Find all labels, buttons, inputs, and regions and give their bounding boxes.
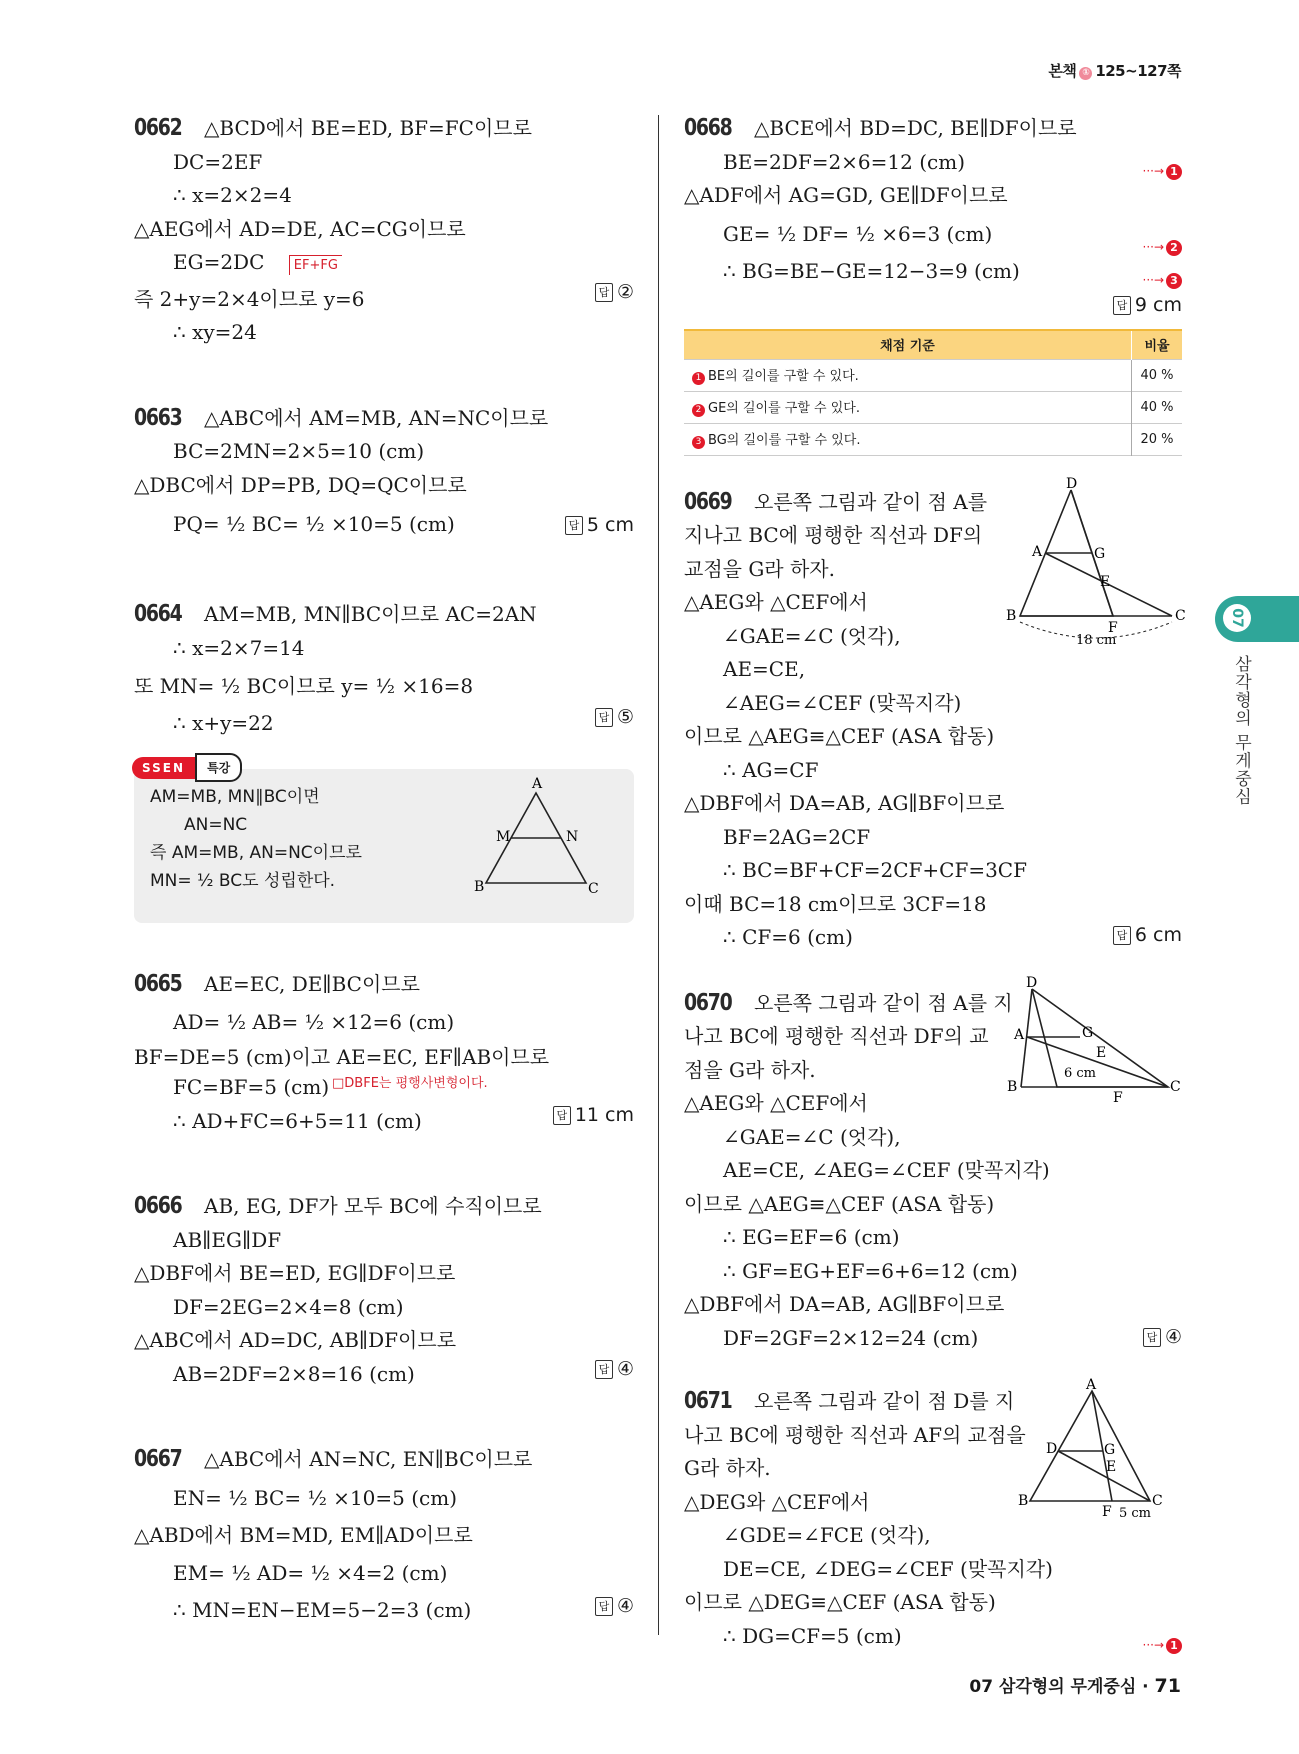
criteria-header: 채점 기준 <box>684 330 1132 360</box>
answer-value: 6 cm <box>1134 923 1182 946</box>
answer <box>1113 924 1182 946</box>
solution-line: ∴ AG=CF <box>723 757 819 782</box>
book-dot: ① <box>1079 67 1092 80</box>
label-e: E <box>1096 1044 1107 1061</box>
problem-number: 0669 <box>684 488 732 515</box>
label-length: 18 cm <box>1076 632 1117 648</box>
step-number: 2 <box>1166 240 1182 256</box>
solution-line: 나고 BC에 평행한 직선과 DF의 교 <box>684 1024 989 1048</box>
right-column <box>684 112 1186 1705</box>
criteria-ratio: 40 % <box>1132 391 1183 423</box>
solution-line: 즉 2+y=2×4이므로 y=6 <box>134 286 365 311</box>
label-d: D <box>1046 1441 1058 1457</box>
solution-line: AM=MB, MN∥BC이므로 AC=2AN <box>204 602 537 626</box>
label-a: A <box>1086 1377 1097 1393</box>
step-marker: ···→ 1 <box>1143 1629 1183 1663</box>
problem-number: 0662 <box>134 115 182 141</box>
problem-number: 0667 <box>134 1446 182 1472</box>
problem-number: 0663 <box>134 404 182 431</box>
problem-0664 <box>134 598 634 923</box>
solution-line: △DEG와 △CEF에서 <box>684 1489 870 1514</box>
answer-icon: 답 <box>595 1360 613 1379</box>
label-g: G <box>1104 1442 1116 1458</box>
answer-value: 9 cm <box>1134 294 1182 316</box>
answer <box>684 288 1182 323</box>
label-length: 5 cm <box>1119 1506 1152 1521</box>
criteria-ratio: 20 % <box>1132 423 1183 455</box>
answer <box>595 1358 634 1380</box>
criteria-text: BG의 길이를 구할 수 있다. <box>708 433 861 448</box>
solution-line: GE= ½ DF= ½ ×6=3 (cm) <box>723 221 993 246</box>
problem-number: 0664 <box>134 601 182 627</box>
problem-number: 0666 <box>134 1193 182 1219</box>
solution-line: BF=DE=5 (cm)이고 AE=EC, EF∥AB이므로 <box>134 1045 550 1069</box>
criteria-no: 1 <box>692 372 705 385</box>
answer <box>1143 1326 1182 1348</box>
solution-line: ∴ DG=CF=5 (cm) <box>723 1623 902 1648</box>
criteria-text: BE의 길이를 구할 수 있다. <box>708 369 859 384</box>
solution-line: EN= ½ BC= ½ ×10=5 (cm) <box>173 1485 458 1510</box>
label-g: G <box>1082 1024 1094 1041</box>
answer <box>595 706 634 728</box>
footer-chapter: 07 삼각형의 무게중심 · <box>969 1677 1149 1697</box>
problem-number: 0668 <box>684 115 732 141</box>
step-number: 1 <box>1166 1638 1182 1654</box>
solution-line: △ABC에서 AM=MB, AN=NC이므로 <box>204 405 549 430</box>
figure-0670 <box>1002 974 1182 1107</box>
solution-line: △DBF에서 DA=AB, AG∥BF이므로 <box>684 1292 1005 1316</box>
problem-0662 <box>134 112 634 350</box>
solution-line: 이므로 △DEG≡△CEF (ASA 합동) <box>684 1590 996 1614</box>
solution-line: △ABD에서 BM=MD, EM∥AD이므로 <box>134 1522 473 1547</box>
page-range: 125~127쪽 <box>1095 62 1181 80</box>
solution-line: AB=2DF=2×8=16 (cm) <box>173 1361 415 1386</box>
answer-icon: 답 <box>1113 296 1131 315</box>
page-number: 71 <box>1154 1675 1181 1697</box>
tip-badge-brand: SSEN <box>132 757 195 779</box>
label-a: A <box>532 775 543 792</box>
label-f: F <box>1108 619 1118 636</box>
solution-line: AE=CE, <box>723 657 806 681</box>
tip-line: 즉 AM=MB, AN=NC이므로 <box>150 842 362 863</box>
label-c: C <box>1170 1078 1181 1095</box>
solution-line: ∴ BG=BE−GE=12−3=9 (cm) <box>723 258 1020 283</box>
answer-value: 5 cm <box>586 513 634 536</box>
label-n: N <box>566 828 579 845</box>
tip-line: AM=MB, MN∥BC이면 <box>150 786 320 807</box>
solution-line: 또 MN= ½ BC이므로 y= ½ ×16=8 <box>134 674 474 698</box>
label-c: C <box>1175 607 1186 624</box>
step-marker: ···→ 1 <box>1143 155 1183 189</box>
solution-line: ∴ GF=EG+EF=6+6=12 (cm) <box>723 1258 1018 1283</box>
label-g: G <box>1094 545 1106 562</box>
solution-line: BE=2DF=2×6=12 (cm) <box>723 149 965 174</box>
scoring-row <box>684 391 1182 423</box>
ratio-header: 비율 <box>1132 330 1183 360</box>
annotation-note: EF+FG <box>289 255 342 275</box>
problem-0666 <box>134 1190 634 1391</box>
solution-line: ∠GAE=∠C (엇각), <box>723 1124 901 1149</box>
solution-line: FC=BF=5 (cm) <box>173 1075 330 1099</box>
solution-line: △AEG와 △CEF에서 <box>684 590 868 614</box>
step-marker: ···→ 2 <box>1143 226 1183 268</box>
solution-line: DF=2GF=2×12=24 (cm) <box>723 1325 979 1350</box>
criteria-no: 3 <box>692 436 705 449</box>
solution-line: ∴ x+y=22 <box>173 711 274 735</box>
answer-value: ② <box>616 281 634 303</box>
answer-icon: 답 <box>595 283 613 302</box>
problem-0667 <box>134 1443 634 1628</box>
solution-line: 점을 G라 하자. <box>684 1057 816 1082</box>
solution-line: △ABC에서 AN=NC, EN∥BC이므로 <box>204 1447 533 1471</box>
solution-line: △BCE에서 BD=DC, BE∥DF이므로 <box>754 116 1077 140</box>
solution-line: ∴ EG=EF=6 (cm) <box>723 1225 900 1249</box>
solution-line: ∴ x=2×7=14 <box>173 635 305 660</box>
scoring-row <box>684 423 1182 455</box>
problem-0671 <box>684 1377 1182 1653</box>
problem-0665 <box>134 968 634 1139</box>
solution-line: △DBF에서 BE=ED, EG∥DF이므로 <box>134 1261 456 1285</box>
chapter-tab-number: 07 <box>1223 604 1251 632</box>
solution-line: △DBC에서 DP=PB, DQ=QC이므로 <box>134 472 467 497</box>
tip-badge <box>132 753 242 782</box>
solution-line: △ADF에서 AG=GD, GE∥DF이므로 <box>684 183 1008 207</box>
tip-badge-label: 특강 <box>195 753 242 782</box>
solution-line: 오른쪽 그림과 같이 점 A를 지 <box>754 990 1013 1015</box>
problem-0670 <box>684 974 1182 1356</box>
solution-line: EM= ½ AD= ½ ×4=2 (cm) <box>173 1561 448 1585</box>
answer-icon: 답 <box>1143 1328 1161 1347</box>
triangle-dfc <box>1032 989 1168 1087</box>
label-length: 6 cm <box>1064 1065 1097 1081</box>
label-b: B <box>474 878 485 895</box>
answer-value: 11 cm <box>574 1103 634 1126</box>
answer-value: ④ <box>616 1595 634 1617</box>
book-label: 본책 <box>1048 62 1077 80</box>
scoring-table <box>684 329 1182 456</box>
solution-line: 나고 BC에 평행한 직선과 AF의 교점을 <box>684 1422 1026 1447</box>
solution-line: AB, EG, DF가 모두 BC에 수직이므로 <box>204 1194 542 1218</box>
answer <box>565 514 634 536</box>
solution-line: 이므로 △AEG≡△CEF (ASA 합동) <box>684 724 995 748</box>
label-m: M <box>496 828 511 845</box>
solution-line: DC=2EF <box>173 149 263 174</box>
page-header <box>1048 60 1181 81</box>
solution-line: △DBF에서 DA=AB, AG∥BF이므로 <box>684 791 1005 815</box>
solution-line: EG=2DC <box>173 250 265 274</box>
answer-value: ④ <box>1164 1325 1182 1348</box>
label-d: D <box>1066 475 1078 492</box>
step-number: 3 <box>1166 273 1182 289</box>
solution-line: DE=CE, ∠DEG=∠CEF (맞꼭지각) <box>723 1556 1053 1581</box>
solution-line: △ABC에서 AD=DC, AB∥DF이므로 <box>134 1328 457 1352</box>
tip-line: AN=NC <box>184 814 248 835</box>
label-d: D <box>1026 974 1038 991</box>
label-b: B <box>1007 1078 1018 1095</box>
figure-0669 <box>1002 475 1186 648</box>
solution-line: ∴ MN=EN−EM=5−2=3 (cm) <box>173 1598 472 1622</box>
page-footer <box>969 1672 1181 1697</box>
answer-icon: 답 <box>565 516 583 535</box>
criteria-ratio: 40 % <box>1132 359 1183 391</box>
solution-line: △BCD에서 BE=ED, BF=FC이므로 <box>204 116 532 140</box>
solution-line: 교점을 G라 하자. <box>684 556 835 581</box>
label-b: B <box>1018 1493 1029 1509</box>
annotation-note: □DBFE는 평행사변형이다. <box>332 1075 488 1091</box>
solution-line: ∴ x=2×2=4 <box>173 183 292 207</box>
criteria-text: GE의 길이를 구할 수 있다. <box>708 401 860 416</box>
label-a: A <box>1014 1026 1025 1043</box>
solution-line: ∠GDE=∠FCE (엇각), <box>723 1523 931 1547</box>
solution-line: G라 하자. <box>684 1456 771 1480</box>
scoring-header-row <box>684 330 1182 360</box>
solution-line: ∴ CF=6 (cm) <box>723 925 853 949</box>
column-divider <box>658 115 659 1635</box>
chapter-tab[interactable] <box>1215 596 1299 642</box>
solution-line: 오른쪽 그림과 같이 점 A를 <box>754 489 988 514</box>
solution-line: ∠AEG=∠CEF (맞꼭지각) <box>723 690 962 715</box>
solution-line: ∴ BC=BF+CF=2CF+CF=3CF <box>723 858 1027 882</box>
solution-line: PQ= ½ BC= ½ ×10=5 (cm) <box>173 512 455 536</box>
answer-value: ④ <box>616 1358 634 1380</box>
solution-line: 이므로 △AEG≡△CEF (ASA 합동) <box>684 1191 995 1216</box>
label-c: C <box>588 880 599 897</box>
solution-line: AB∥EG∥DF <box>173 1227 282 1252</box>
problem-number: 0671 <box>684 1388 732 1414</box>
problem-0669 <box>684 475 1186 955</box>
solution-line: ∴ xy=24 <box>173 320 257 344</box>
label-e: E <box>1100 573 1111 590</box>
answer-icon: 답 <box>1113 926 1131 945</box>
tip-box <box>134 760 634 923</box>
answer-icon: 답 <box>595 708 613 727</box>
solution-line: △AEG에서 AD=DE, AC=CG이므로 <box>134 216 466 241</box>
problem-0663 <box>134 402 634 547</box>
label-f: F <box>1113 1089 1123 1106</box>
answer <box>595 1595 634 1617</box>
answer-value: ⑤ <box>616 706 634 728</box>
label-a: A <box>1032 543 1043 560</box>
step-marker: ···→ 3 <box>1143 264 1183 298</box>
problem-0668 <box>684 112 1182 456</box>
step-number: 1 <box>1166 164 1182 180</box>
label-f: F <box>1102 1504 1112 1520</box>
answer <box>595 281 634 303</box>
tip-line: MN= ½ BC도 성립한다. <box>150 870 336 891</box>
scoring-row <box>684 359 1182 391</box>
solution-line: AE=CE, ∠AEG=∠CEF (맞꼭지각) <box>723 1158 1050 1182</box>
solution-line: DF=2EG=2×4=8 (cm) <box>173 1294 404 1319</box>
problem-number: 0670 <box>684 989 732 1016</box>
criteria-no: 2 <box>692 404 705 417</box>
solution-line: AD= ½ AB= ½ ×12=6 (cm) <box>173 1010 455 1034</box>
chapter-tab-label: 삼각형의 무게중심 <box>1231 655 1251 806</box>
figure-0671 <box>1002 1377 1182 1522</box>
solution-line: ∴ AD+FC=6+5=11 (cm) <box>173 1108 422 1133</box>
solution-line: 오른쪽 그림과 같이 점 D를 지 <box>754 1389 1015 1413</box>
solution-line: BF=2AG=2CF <box>723 824 871 849</box>
left-column <box>134 112 634 1680</box>
solution-line: △AEG와 △CEF에서 <box>684 1091 868 1115</box>
solution-line: 이때 BC=18 cm이므로 3CF=18 <box>684 891 987 916</box>
problem-number: 0665 <box>134 970 182 997</box>
answer-icon: 답 <box>553 1106 571 1125</box>
solution-line: ∠GAE=∠C (엇각), <box>723 623 901 648</box>
solution-line: AE=EC, DE∥BC이므로 <box>204 971 420 996</box>
solution-line: BC=2MN=2×5=10 (cm) <box>173 439 425 463</box>
tip-triangle-figure <box>474 775 614 895</box>
answer <box>553 1104 634 1126</box>
label-b: B <box>1006 607 1017 624</box>
label-c: C <box>1152 1493 1163 1509</box>
solution-line: 지나고 BC에 평행한 직선과 DF의 <box>684 523 983 547</box>
label-e: E <box>1106 1459 1117 1475</box>
answer-icon: 답 <box>595 1597 613 1616</box>
